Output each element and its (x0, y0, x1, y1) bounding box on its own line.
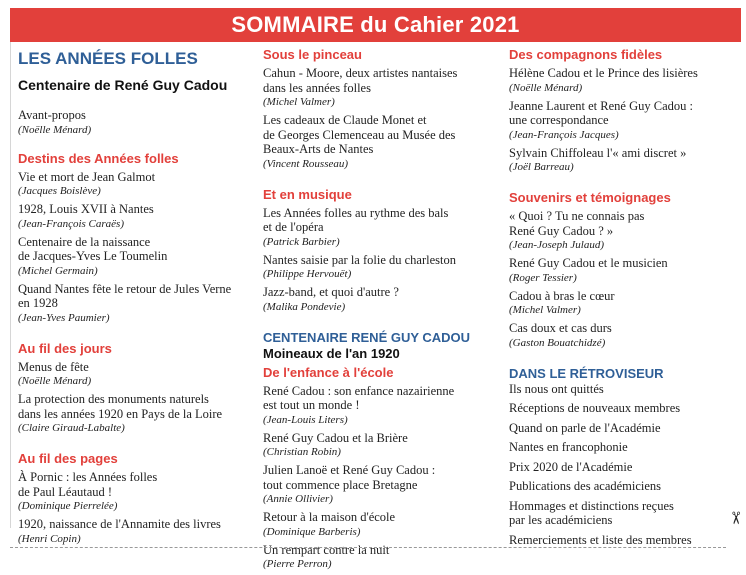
entry-author: (Vincent Rousseau) (263, 157, 349, 170)
toc-entry (263, 66, 491, 109)
entry-author: (Jean-François Jacques) (509, 128, 619, 141)
entry-title: Vie et mort de Jean Galmot (18, 169, 156, 184)
spacer (509, 178, 735, 190)
toc-entry (263, 113, 491, 171)
retro-item-label: Remerciements et liste des membres (509, 532, 692, 547)
column-1 (18, 47, 244, 550)
entry-author: (Pierre Perron) (263, 558, 332, 570)
toc-entry (263, 431, 491, 460)
cut-line (10, 547, 726, 548)
toc-entry (18, 517, 244, 546)
retro-item-label: Publications des académiciens (509, 479, 662, 493)
entry-title: tout commence place Bretagne (263, 477, 418, 492)
entry-author: (Annie Ollivier) (263, 493, 333, 505)
entry-title: Julien Lanoë et René Guy Cadou : (263, 463, 436, 477)
retro-list (509, 382, 735, 548)
entry-title: de Paul Léautaud ! (18, 484, 113, 499)
entry-title: en 1928 (18, 296, 58, 310)
toc-entry (509, 256, 735, 285)
spacer (263, 175, 491, 187)
entry-title: dans les années 1920 en Pays de la Loire (18, 406, 223, 421)
entry-title: Centenaire de la naissance (18, 234, 151, 249)
toc-entry (509, 146, 735, 175)
entry-title: dans les années folles (263, 80, 371, 95)
entry-title: « Quoi ? Tu ne connais pas (509, 209, 645, 223)
retro-item-label: Prix 2020 de l'Académie (509, 459, 633, 474)
retro-item (509, 460, 735, 475)
retro-item (509, 382, 735, 397)
subheader-moineaux: Moineaux de l'an 1920 (263, 345, 400, 361)
entry-author: (Michel Germain) (18, 264, 98, 277)
section-title: Souvenirs et témoignages (509, 190, 671, 205)
retro-item-label: Hommages et distinctions reçues (509, 498, 674, 513)
entry-author: (Michel Valmer) (263, 96, 335, 108)
section-title: Au fil des jours (18, 340, 112, 356)
entry-author: (Philippe Hervouët) (263, 268, 352, 280)
toc-entry (509, 99, 735, 142)
entry-author: (Henri Copin) (18, 532, 81, 545)
entry-author: (Jean-Louis Liters) (263, 413, 348, 426)
toc-entry (263, 384, 491, 427)
toc-entry (263, 510, 491, 539)
entry-author: (Noëlle Ménard) (18, 375, 92, 387)
section-title: Destins des Années folles (18, 150, 179, 166)
retro-item-label: Quand on parle de l'Académie (509, 420, 661, 435)
left-border (10, 8, 11, 528)
entry-title: Les cadeaux de Claude Monet et (263, 113, 427, 127)
section-title: Des compagnons fidèles (509, 47, 663, 62)
entry-title: de Georges Clemenceau au Musée des (263, 127, 456, 142)
entry-title: de Jacques-Yves Le Toumelin (18, 249, 168, 263)
entry-title: À Pornic : les Années folles (18, 470, 158, 484)
title-banner (10, 8, 741, 42)
retro-item (509, 533, 735, 548)
entry-title: Jeanne Laurent et René Guy Cadou : (509, 98, 693, 113)
toc-entry (263, 463, 491, 506)
spacer (18, 439, 244, 451)
retro-item (509, 421, 735, 436)
entry-title: La protection des monuments naturels (18, 392, 209, 406)
entry-author: (Dominique Pierrelée) (18, 500, 118, 512)
entry-author: (Dominique Barberis) (263, 525, 361, 538)
column-2 (263, 47, 491, 575)
retro-item (509, 499, 735, 528)
retro-item (509, 401, 735, 416)
col3-sections (509, 47, 735, 350)
entry-author: (Joël Barreau) (509, 161, 574, 173)
toc-entry (18, 170, 244, 199)
section-title: Au fil des pages (18, 451, 118, 466)
entry-author: (Gaston Bouatchidzé) (509, 336, 606, 349)
entry-title: Cadou à bras le cœur (509, 288, 615, 303)
entry-title: et de l'opéra (263, 220, 324, 234)
spacer (18, 329, 244, 341)
entry-title: Cas doux et cas durs (509, 321, 612, 335)
toc-entry (509, 66, 735, 95)
entry-author: (Noëlle Ménard) (509, 81, 583, 94)
section-title: Sous le pinceau (263, 47, 362, 62)
entry-title: Les Années folles au rythme des bals (263, 205, 449, 220)
section-title: Et en musique (263, 186, 352, 202)
entry-title: René Guy Cadou ? » (509, 223, 614, 238)
header-annees-folles: LES ANNÉES FOLLES (18, 49, 198, 68)
toc-entry (509, 289, 735, 318)
retro-item-label: Nantes en francophonie (509, 440, 628, 454)
scissors-icon: ✂ (725, 510, 746, 526)
entry-title: 1920, naissance de l'Annamite des livres (18, 517, 221, 531)
entry-author: (Jean-François Caraës) (18, 217, 125, 230)
entry-title: Hélène Cadou et le Prince des lisières (509, 66, 698, 80)
toc-entry (263, 206, 491, 249)
entry-author: (Patrick Barbier) (263, 235, 340, 248)
entry-title: René Guy Cadou et la Brière (263, 430, 408, 445)
toc-entry (18, 470, 244, 513)
toc-entry (263, 253, 491, 282)
entry-author: (Jean-Joseph Julaud) (509, 239, 604, 251)
entry-author: (Noëlle Ménard) (18, 123, 92, 136)
retro-item-label: par les académiciens (509, 513, 613, 527)
col2-sections (263, 47, 491, 314)
entry-title: Quand Nantes fête le retour de Jules Verne (18, 281, 232, 296)
cadou-section (263, 365, 491, 572)
header-centenaire-cadou: CENTENAIRE RENÉ GUY CADOU (263, 329, 471, 345)
entry-title: Beaux-Arts de Nantes (263, 142, 374, 156)
retro-item (509, 440, 735, 455)
entry-title: Nantes saisie par la folie du charleston (263, 252, 456, 267)
toc-entry (509, 209, 735, 252)
toc-entry (18, 282, 244, 325)
entry-author: (Claire Giraud-Labalte) (18, 422, 125, 434)
toc-entry (18, 360, 244, 389)
entry-title: Avant-propos (18, 108, 86, 122)
toc-entry (18, 235, 244, 278)
entry-author: (Christian Robin) (263, 446, 341, 458)
entry-title: Jazz-band, et quoi d'autre ? (263, 285, 399, 299)
subheader-centenaire: Centenaire de René Guy Cadou (18, 77, 228, 93)
entry-author: (Roger Tessier) (509, 271, 577, 284)
column-3 (509, 47, 735, 552)
entry-title: Un rempart contre la nuit (263, 542, 390, 557)
section-title: De l'enfance à l'école (263, 364, 394, 380)
toc-entry (18, 392, 244, 435)
retro-item-label: Réceptions de nouveaux membres (509, 401, 681, 415)
col1-sections (18, 151, 244, 546)
entry-title: René Cadou : son enfance nazairienne (263, 383, 455, 398)
toc-entry (509, 321, 735, 350)
entry-title: René Guy Cadou et le musicien (509, 256, 668, 270)
retro-item-label: Ils nous ont quittés (509, 381, 604, 396)
entry-author: (Jean-Yves Paumier) (18, 311, 110, 324)
entry-title: une correspondance (509, 113, 609, 127)
banner-title: SOMMAIRE du Cahier 2021 (231, 12, 520, 37)
retro-item (509, 479, 735, 494)
toc-entry (263, 285, 491, 314)
entry-title: Cahun - Moore, deux artistes nantaises (263, 66, 458, 80)
entry-author: (Malika Pondevie) (263, 300, 346, 313)
entry-title: Retour à la maison d'école (263, 510, 396, 524)
entry-title: 1928, Louis XVII à Nantes (18, 202, 154, 216)
toc-entry (18, 202, 244, 231)
entry-author: (Jacques Boislève) (18, 185, 101, 197)
entry-title: Sylvain Chiffoleau l'« ami discret » (509, 145, 687, 160)
header-retroviseur: DANS LE RÉTROVISEUR (509, 365, 664, 381)
entry-title: Menus de fête (18, 359, 89, 374)
entry-title: est tout un monde ! (263, 398, 360, 412)
entry-author: (Michel Valmer) (509, 304, 581, 316)
